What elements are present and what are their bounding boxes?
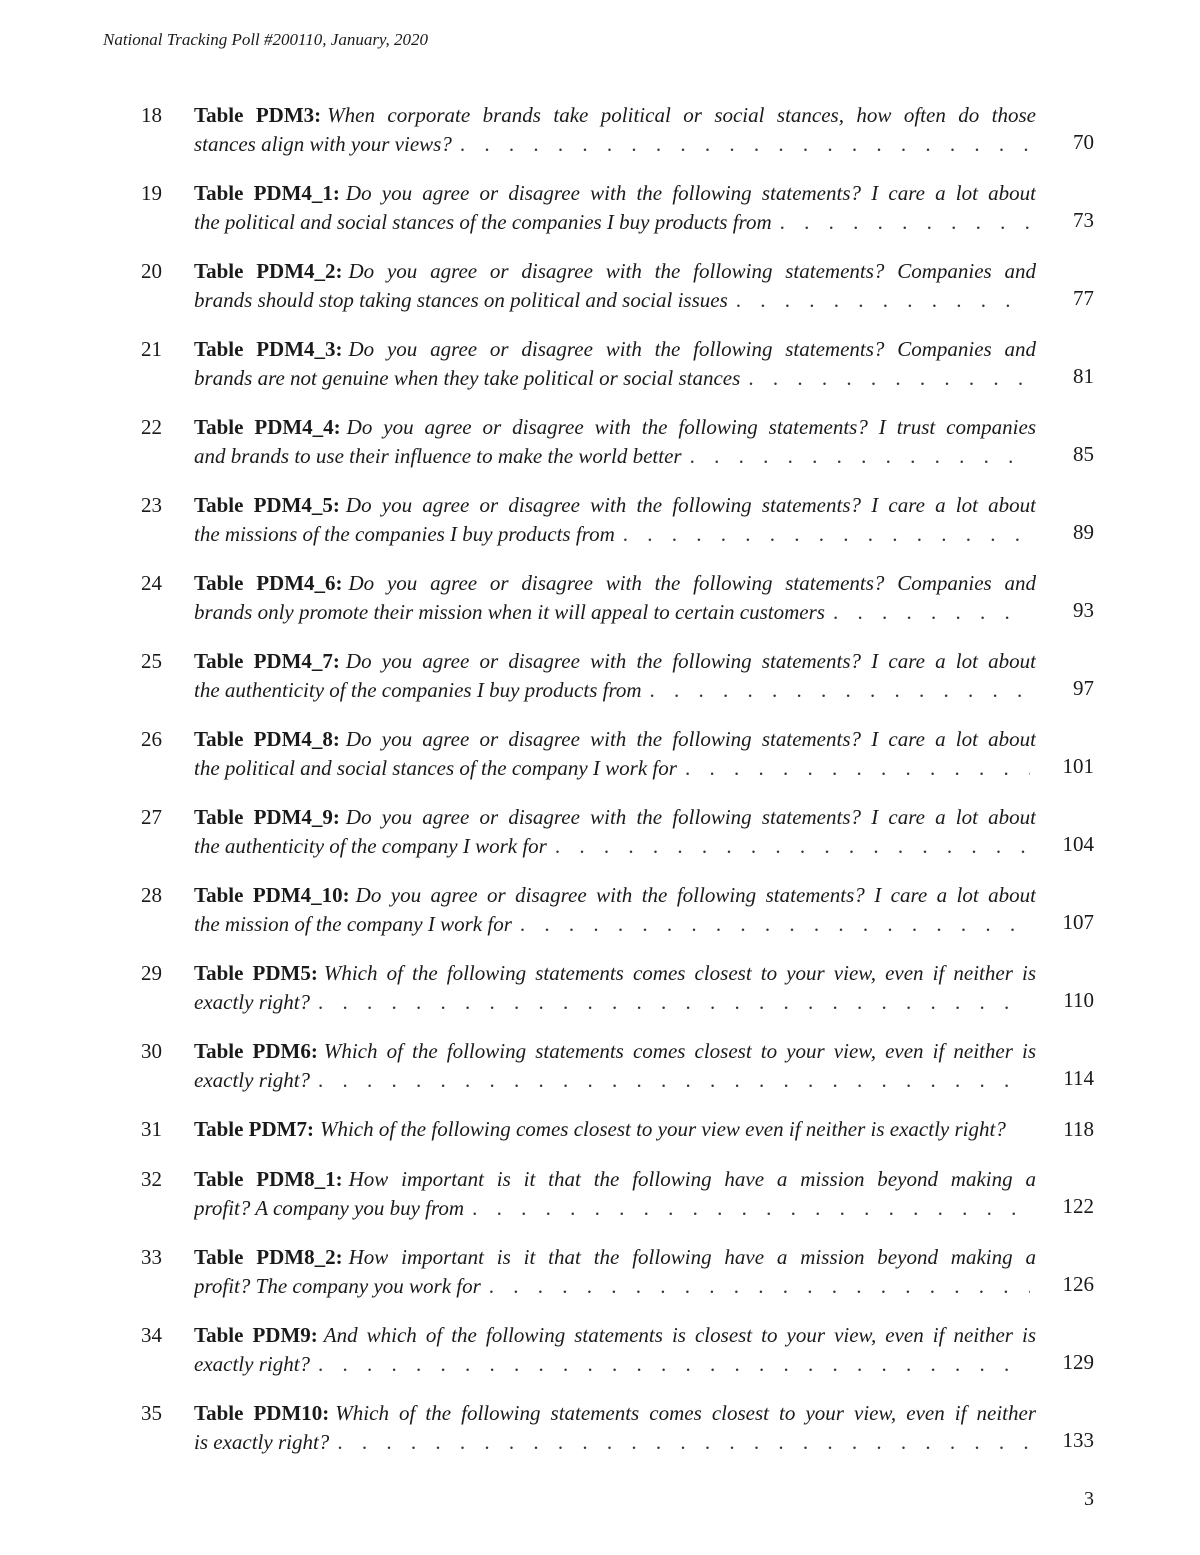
entry-text [194,101,1036,159]
entry-table-label: Table PDM4_3: [194,337,343,361]
entry-question-line1: Do you agree or disagree with the following statements? Companies and [348,259,1036,283]
dot-leader [555,832,1030,861]
entry-number: 27 [141,805,162,829]
entry-page-number: 129 [1062,1350,1094,1374]
entry-number: 26 [141,727,162,751]
entry-number: 22 [141,415,162,439]
entry-number: 20 [141,259,162,283]
entry-page-number: 77 [1073,286,1094,310]
entry-number: 25 [141,649,162,673]
entry-question-line1: Which of the following statements comes closest to your view, even if neither is [323,1039,1036,1063]
toc-entry[interactable] [0,487,1200,565]
entry-table-label: Table PDM10: [194,1401,330,1425]
toc-entry[interactable] [0,1111,1200,1161]
entry-number: 24 [141,571,162,595]
entry-table-label: Table PDM4_5: [194,493,340,517]
entry-page-number: 126 [1062,1272,1094,1296]
dot-leader [690,442,1030,471]
entry-page-number: 133 [1062,1428,1094,1452]
entry-question-line2: the political and social stances of the company I work for [194,756,677,780]
toc-entry[interactable] [0,331,1200,409]
entry-table-label: Table PDM4_8: [194,727,340,751]
entry-text [194,1399,1036,1457]
entry-page-number: 110 [1063,988,1094,1012]
dot-leader [318,1350,1030,1379]
entry-text [194,881,1036,939]
entry-number: 23 [141,493,162,517]
entry-page-number: 81 [1073,364,1094,388]
entry-question-line2: the mission of the company I work for [194,912,512,936]
entry-question-line1: How important is it that the following have a mission beyond making a [348,1167,1036,1191]
entry-number: 34 [141,1323,162,1347]
entry-question-line1: Which of the following statements comes closest to your view, even if neither [335,1401,1036,1425]
entry-number: 21 [141,337,162,361]
entry-page-number: 101 [1062,754,1094,778]
entry-text [194,335,1036,393]
entry-page-number: 122 [1062,1194,1094,1218]
entry-page-number: 107 [1062,910,1094,934]
entry-table-label: Table PDM9: [194,1323,318,1347]
entry-question-line2: exactly right? [194,1068,311,1092]
entry-number: 18 [141,103,162,127]
entry-page-number: 93 [1073,598,1094,622]
toc-entry[interactable] [0,799,1200,877]
entry-text [194,647,1036,705]
entry-table-label: Table PDM7: [194,1117,314,1141]
entry-number: 30 [141,1039,162,1063]
toc-entry[interactable] [0,955,1200,1033]
entry-question-line2: the missions of the companies I buy products from [194,522,615,546]
entry-text [194,413,1036,471]
entry-text [194,179,1036,237]
entry-question-line2: brands only promote their mission when it will appeal to certain customers [194,600,825,624]
entry-page-number: 73 [1073,208,1094,232]
entry-table-label: Table PDM8_1: [194,1167,343,1191]
entry-table-label: Table PDM4_1: [194,181,340,205]
dot-leader [318,988,1030,1017]
toc-entry[interactable] [0,253,1200,331]
entry-number: 28 [141,883,162,907]
toc-entry[interactable] [0,721,1200,799]
entry-question-line1: Do you agree or disagree with the following statements? I care a lot about [345,649,1036,673]
dot-leader [748,364,1030,393]
toc-entry[interactable] [0,1033,1200,1111]
entry-question-line2: profit? The company you work for [194,1274,481,1298]
entry-question-line2: stances align with your views? [194,132,452,156]
dot-leader [780,208,1030,237]
dot-leader [736,286,1030,315]
entry-text [194,1321,1036,1379]
dot-leader [650,676,1030,705]
entry-table-label: Table PDM4_9: [194,805,340,829]
entry-table-label: Table PDM4_7: [194,649,340,673]
entry-table-label: Table PDM4_4: [194,415,341,439]
entry-question-line2: the political and social stances of the companies I buy products from [194,210,772,234]
entry-question-line1: Do you agree or disagree with the following statements? I care a lot about [345,805,1036,829]
toc-entry[interactable] [0,565,1200,643]
entry-question-line1: How important is it that the following have a mission beyond making a [348,1245,1036,1269]
entry-page-number: 104 [1062,832,1094,856]
toc-entry[interactable] [0,1317,1200,1395]
entry-question-line1: When corporate brands take political or social stances, how often do those [327,103,1036,127]
entry-question-line1: Do you agree or disagree with the following statements? Companies and [348,337,1036,361]
table-of-contents [0,97,1200,1473]
toc-entry[interactable] [0,97,1200,175]
entry-question-line2: the authenticity of the company I work for [194,834,547,858]
entry-text [194,257,1036,315]
toc-entry[interactable] [0,1239,1200,1317]
dot-leader [337,1428,1030,1457]
entry-question-line1: Do you agree or disagree with the following statements? I care a lot about [355,883,1036,907]
entry-page-number: 114 [1063,1066,1094,1090]
entry-text [194,1165,1036,1223]
entry-question-line1: Do you agree or disagree with the following statements? I trust companies [346,415,1036,439]
entry-question-line1: Do you agree or disagree with the following statements? I care a lot about [345,181,1036,205]
entry-table-label: Table PDM6: [194,1039,318,1063]
entry-question-line1: Do you agree or disagree with the following statements? Companies and [348,571,1036,595]
entry-question-line1: And which of the following statements is closest to your view, even if neither is [323,1323,1036,1347]
entry-number: 32 [141,1167,162,1191]
entry-question-line2: is exactly right? [194,1430,330,1454]
toc-entry[interactable] [0,877,1200,955]
dot-leader [623,520,1030,549]
entry-page-number: 118 [1063,1117,1094,1141]
entry-question-line2: brands are not genuine when they take political or social stances [194,366,741,390]
entry-table-label: Table PDM5: [194,961,318,985]
entry-table-label: Table PDM4_10: [194,883,350,907]
dot-leader [520,910,1030,939]
entry-question-line1: Do you agree or disagree with the following statements? I care a lot about [345,727,1036,751]
dot-leader [685,754,1030,783]
entry-table-label: Table PDM4_6: [194,571,343,595]
entry-page-number: 70 [1073,130,1094,154]
entry-text [194,491,1036,549]
entry-number: 31 [141,1117,162,1141]
dot-leader [833,598,1030,627]
entry-question-line1: Which of the following comes closest to your view even if neither is exactly right? [319,1117,1006,1141]
entry-text [194,803,1036,861]
entry-number: 33 [141,1245,162,1269]
entry-question-line2: profit? A company you buy from [194,1196,465,1220]
entry-text [194,1037,1036,1095]
dot-leader [489,1272,1030,1301]
dot-leader [460,130,1030,159]
entry-text [194,959,1036,1017]
entry-text [194,1115,1036,1144]
entry-question-line2: exactly right? [194,990,311,1014]
toc-entry[interactable] [0,409,1200,487]
page-number: 3 [1084,1488,1094,1510]
entry-number: 35 [141,1401,162,1425]
entry-question-line2: and brands to use their influence to make the world better [194,444,682,468]
entry-number: 29 [141,961,162,985]
entry-question-line1: Do you agree or disagree with the following statements? I care a lot about [345,493,1036,517]
toc-entry[interactable] [0,1161,1200,1239]
entry-page-number: 89 [1073,520,1094,544]
entry-question-line2: the authenticity of the companies I buy products from [194,678,642,702]
entry-number: 19 [141,181,162,205]
entry-question-line1: Which of the following statements comes closest to your view, even if neither is [323,961,1036,985]
entry-text [194,725,1036,783]
toc-entry[interactable] [0,175,1200,253]
entry-page-number: 85 [1073,442,1094,466]
dot-leader [472,1194,1030,1223]
entry-table-label: Table PDM4_2: [194,259,343,283]
entry-text [194,1243,1036,1301]
dot-leader [318,1066,1030,1095]
entry-text [194,569,1036,627]
entry-page-number: 97 [1073,676,1094,700]
entry-question-line2: exactly right? [194,1352,311,1376]
entry-table-label: Table PDM8_2: [194,1245,343,1269]
entry-question-line2: brands should stop taking stances on political and social issues [194,288,728,312]
toc-entry[interactable] [0,1395,1200,1473]
running-header: National Tracking Poll #200110, January, 2020 [103,30,429,49]
toc-entry[interactable] [0,643,1200,721]
entry-table-label: Table PDM3: [194,103,322,127]
